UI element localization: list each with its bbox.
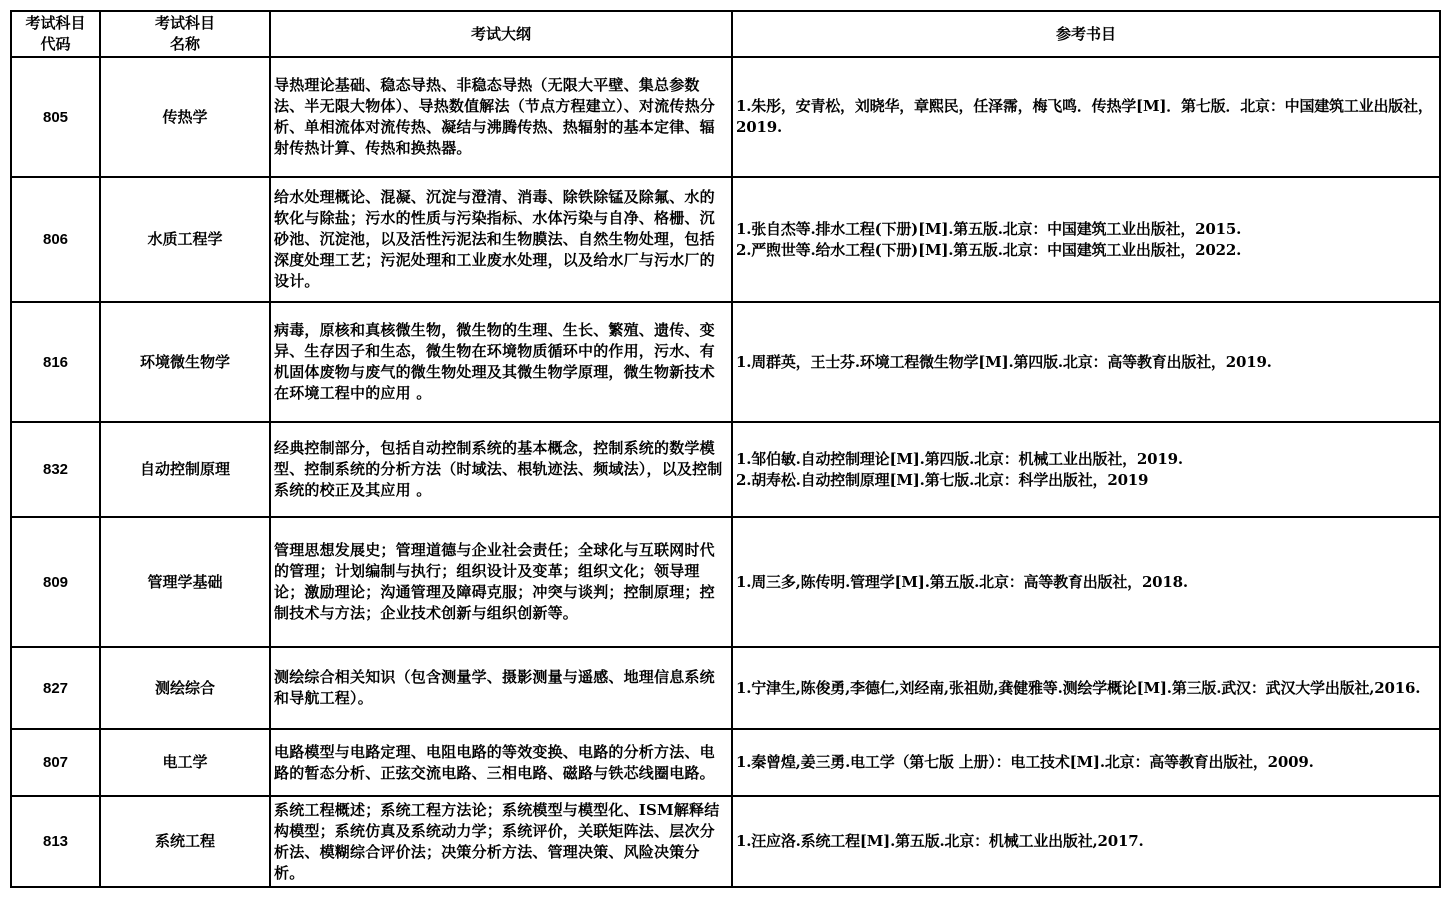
table-row [11, 177, 1440, 302]
reference-book: 1.秦曾煌,姜三勇.电工学（第七版 上册）：电工技术[M].北京：高等教育出版社，2009. [736, 753, 1314, 771]
reference-book: 1.周三多,陈传明.管理学[M].第五版.北京：高等教育出版社，2018. [736, 572, 1188, 591]
subject-outline: 管理思想发展史；管理道德与企业社会责任；全球化与互联网时代的管理；计划编制与执行；组织设计及变革；组织文化；领导理论；激励理论；沟通管理及障碍克服；冲突与谈判；控制原理；控制技术与方法；企业技术创新与组织创新等。 [270, 517, 732, 647]
reference-books [732, 177, 1440, 302]
reference-books [732, 422, 1440, 517]
reference-book: 1.张自杰等.排水工程(下册)[M].第五版.北京：中国建筑工业出版社，2015. [736, 219, 1242, 238]
reference-books [732, 647, 1440, 729]
subject-outline: 经典控制部分，包括自动控制系统的基本概念，控制系统的数学模型、控制系统的分析方法（时域法、根轨迹法、频域法），以及控制系统的校正及其应用 。 [270, 422, 732, 517]
header-reference-books: 参考书目 [732, 11, 1440, 57]
subject-name: 管理学基础 [100, 517, 270, 647]
header-subject-name-line1: 考试科目 [154, 14, 215, 32]
subject-code: 813 [11, 796, 100, 887]
subject-code: 832 [11, 422, 100, 517]
reference-books [732, 57, 1440, 177]
table-row [11, 302, 1440, 422]
header-subject-name-line2: 名称 [169, 35, 200, 53]
subject-name: 系统工程 [100, 796, 270, 887]
subject-code: 805 [11, 57, 100, 177]
header-subject-name [100, 11, 270, 57]
subject-name: 自动控制原理 [100, 422, 270, 517]
reference-book: 1.周群英，王士芬.环境工程微生物学[M].第四版.北京：高等教育出版社，2019. [736, 352, 1272, 371]
reference-books [732, 517, 1440, 647]
subject-code: 827 [11, 647, 100, 729]
reference-book: 2.严煦世等.给水工程(下册)[M].第五版.北京：中国建筑工业出版社，2022. [736, 240, 1242, 259]
reference-book: 1.宁津生,陈俊勇,李德仁,刘经南,张祖勋,龚健雅等.测绘学概论[M].第三版.武汉：武汉大学出版社,2016. [736, 678, 1421, 697]
subject-code: 809 [11, 517, 100, 647]
subject-outline: 导热理论基础、稳态导热、非稳态导热（无限大平壁、集总参数法、半无限大物体）、导热数值解法（节点方程建立）、对流传热分析、单相流体对流传热、凝结与沸腾传热、热辐射的基本定律、辐射传热计算、传热和换热器。 [270, 57, 732, 177]
exam-syllabus-table [10, 10, 1441, 888]
table-row [11, 729, 1440, 796]
subject-name: 传热学 [100, 57, 270, 177]
reference-book: 1.邹伯敏.自动控制理论[M].第四版.北京：机械工业出版社，2019. [736, 449, 1183, 468]
subject-code: 816 [11, 302, 100, 422]
subject-code: 807 [11, 729, 100, 796]
subject-name: 水质工程学 [100, 177, 270, 302]
subject-outline: 给水处理概论、混凝、沉淀与澄清、消毒、除铁除锰及除氟、水的软化与除盐；污水的性质与污染指标、水体污染与自净、格栅、沉砂池、沉淀池，以及活性污泥法和生物膜法、自然生物处理，包括深度处理工艺；污泥处理和工业废水处理，以及给水厂与污水厂的设计。 [270, 177, 732, 302]
header-subject-code-line1: 考试科目 [25, 14, 86, 32]
table-row [11, 517, 1440, 647]
subject-name: 环境微生物学 [100, 302, 270, 422]
table-row [11, 796, 1440, 887]
reference-books [732, 302, 1440, 422]
table-row [11, 422, 1440, 517]
reference-book: 1.汪应洛.系统工程[M].第五版.北京：机械工业出版社,2017. [736, 832, 1144, 850]
reference-books [732, 796, 1440, 887]
subject-outline: 系统工程概述；系统工程方法论；系统模型与模型化、ISM解释结构模型；系统仿真及系统动力学；系统评价，关联矩阵法、层次分析法、模糊综合评价法；决策分析方法、管理决策、风险决策分析。 [270, 796, 732, 887]
table-row [11, 647, 1440, 729]
reference-book: 2.胡寿松.自动控制原理[M].第七版.北京：科学出版社，2019 [736, 470, 1149, 489]
subject-code: 806 [11, 177, 100, 302]
subject-name: 测绘综合 [100, 647, 270, 729]
header-subject-code-line2: 代码 [40, 35, 71, 53]
subject-name: 电工学 [100, 729, 270, 796]
header-outline: 考试大纲 [270, 11, 732, 57]
table-header-row [11, 11, 1440, 57]
header-subject-code [11, 11, 100, 57]
reference-books [732, 729, 1440, 796]
table-row [11, 57, 1440, 177]
subject-outline: 测绘综合相关知识（包含测量学、摄影测量与遥感、地理信息系统和导航工程）。 [270, 647, 732, 729]
reference-book: 1.朱彤，安青松，刘晓华，章熙民，任泽霈，梅飞鸣．传热学[M]．第七版．北京：中国建筑工业出版社，2019. [736, 97, 1433, 136]
subject-outline: 病毒，原核和真核微生物，微生物的生理、生长、繁殖、遗传、变异、生存因子和生态，微生物在环境物质循环中的作用，污水、有机固体废物与废气的微生物处理及其微生物学原理，微生物新技术在环境工程中的应用 。 [270, 302, 732, 422]
subject-outline: 电路模型与电路定理、电阻电路的等效变换、电路的分析方法、电路的暂态分析、正弦交流电路、三相电路、磁路与铁芯线圈电路。 [270, 729, 732, 796]
